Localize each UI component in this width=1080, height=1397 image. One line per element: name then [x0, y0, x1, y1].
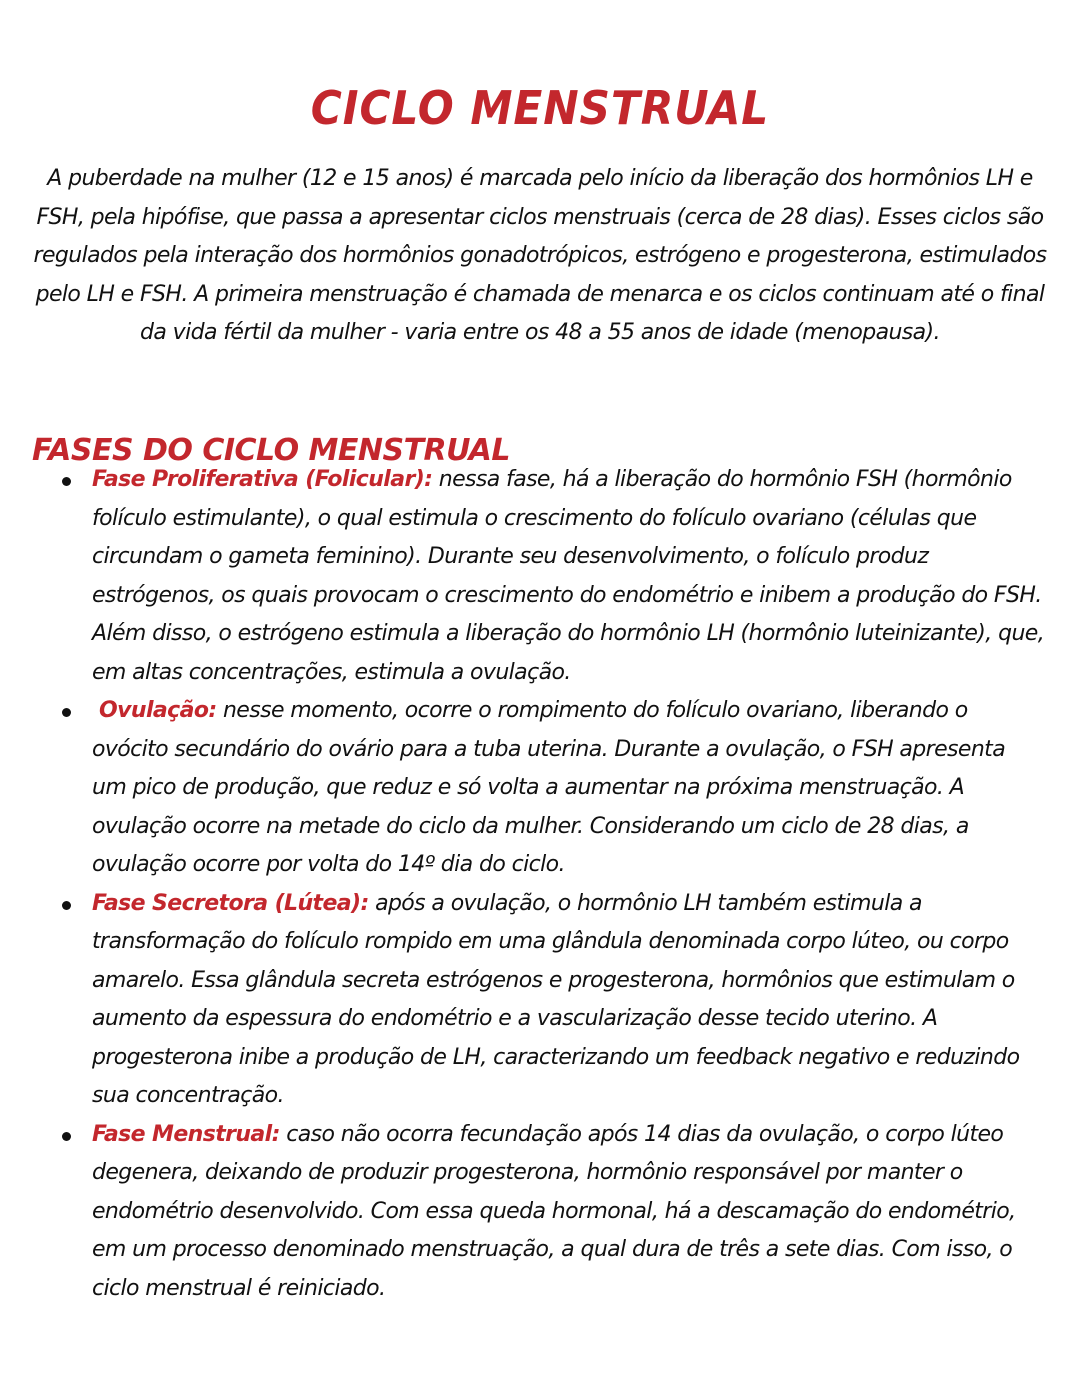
intro-paragraph: A puberdade na mulher (12 e 15 anos) é marcada pelo início da liberação dos hormônios LH e FSH, pela hipófise, que passa a apresentar ciclos menstruais (cerca de 28 dias). Esses ciclos são regulados pela interação dos hormônios gonadotrópicos, estrógeno e progesterona, estimulados pelo LH e FSH. A primeira menstruação é chamada de menarca e os ciclos continuam até o final da vida fértil da mulher - varia entre os 48 a 55 anos de idade (menopausa).	[33, 166, 1047, 345]
phase-item-secretora	[60, 885, 1045, 1116]
page-title: CICLO MENSTRUAL	[310, 80, 770, 135]
phase-name: Fase Secretora (Lútea):	[92, 890, 369, 916]
bullet-icon	[62, 1132, 71, 1141]
phase-description: após a ovulação, o hormônio LH também estimula a transformação do folículo rompido em uma glândula denominada corpo lúteo, ou corpo amarelo. Essa glândula secreta estrógenos e progesterona, hormônios que estimulam o aumento da espessura do endométrio e a vascularização desse tecido uterino. A progesterona inibe a produção de LH, caracterizando um feedback negativo e reduzindo sua concentração.	[92, 890, 1020, 1108]
phase-description: caso não ocorra fecundação após 14 dias da ovulação, o corpo lúteo degenera, deixando de produzir progesterona, hormônio responsável por manter o endométrio desenvolvido. Com essa queda hormonal, há a descamação do endométrio, em um processo denominado menstruação, a qual dura de três a sete dias. Com isso, o ciclo menstrual é reiniciado.	[92, 1121, 1016, 1301]
phase-description: nessa fase, há a liberação do hormônio FSH (hormônio folículo estimulante), o qual estimula o crescimento do folículo ovariano (células que circundam o gameta feminino). Durante seu desenvolvimento, o folículo produz estrógenos, os quais provocam o crescimento do endométrio e inibem a produção do FSH. Além disso, o estrógeno estimula a liberação do hormônio LH (hormônio luteinizante), que, em altas concentrações, estimula a ovulação.	[92, 467, 1045, 685]
bullet-icon	[62, 901, 71, 910]
phase-name: Ovulação:	[92, 698, 217, 723]
phase-name: Fase Menstrual:	[92, 1121, 280, 1147]
phase-item-proliferativa	[60, 461, 1045, 692]
phase-item-menstrual	[60, 1116, 1045, 1309]
phases-list	[60, 461, 1045, 1308]
phase-description: nesse momento, ocorre o rompimento do folículo ovariano, liberando o ovócito secundário do ovário para a tuba uterina. Durante a ovulação, o FSH apresenta um pico de produção, que reduz e só volta a aumentar na próxima menstruação. A ovulação ocorre na metade do ciclo da mulher. Considerando um ciclo de 28 dias, a ovulação ocorre por volta do 14º dia do ciclo.	[92, 698, 1006, 877]
bullet-icon	[62, 708, 71, 717]
bullet-icon	[62, 477, 71, 486]
phase-item-ovulacao	[60, 692, 1045, 885]
section-title: FASES DO CICLO MENSTRUAL	[32, 432, 511, 468]
phase-name: Fase Proliferativa (Folicular):	[92, 467, 433, 492]
